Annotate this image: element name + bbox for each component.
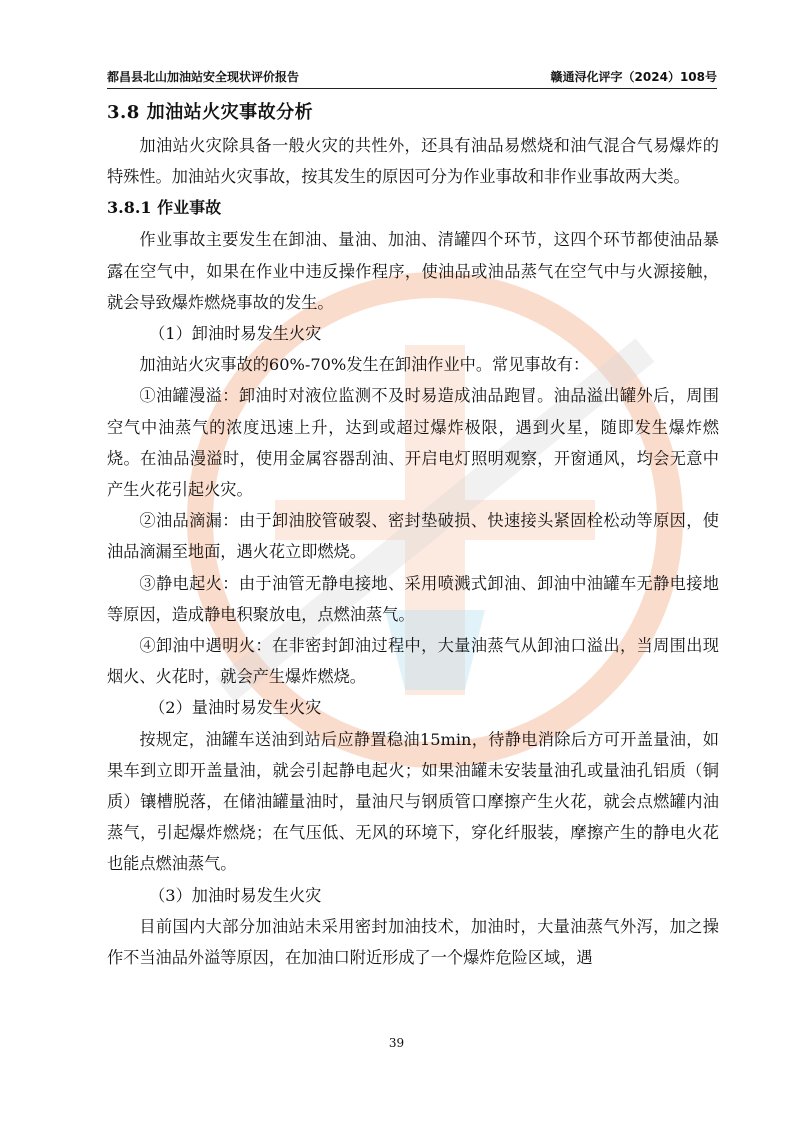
paragraph-open-flame: ④卸油中遇明火：在非密封卸油过程中，大量油蒸气从卸油口溢出，当周围出现烟火、火花时，就会产生爆炸燃烧。 bbox=[107, 636, 719, 687]
paragraph-refueling: 目前国内大部分加油站未采用密封加油技术，加油时，大量油蒸气外泻，加之操作不当油品外溢等原因，在加油口附近形成了一个爆炸危险区域，遇 bbox=[107, 916, 719, 968]
page-header bbox=[107, 68, 717, 89]
paragraph-measuring: 按规定，油罐车送油到站后应静置稳油15min，待静电消除后方可开盖量油，如果车到立即开盖量油，就会引起静电起火；如果油罐未安装量油孔或量油孔铝质（铜质）镶槽脱落，在储油罐量油时，量油尺与钢质管口摩擦产生火花，就会点燃罐内油蒸气，引起爆炸燃烧；在气压低、无风的环境下，穿化纤服装，摩擦产生的静电火花也能点燃油蒸气。 bbox=[107, 729, 719, 874]
paragraph-tank-overflow: ①油罐漫溢：卸油时对液位监测不及时易造成油品跑冒。油品溢出罐外后，周围空气中油蒸气的浓度迅速上升，达到或超过爆炸极限，遇到火星，随即发生爆炸燃烧。在油品漫溢时，使用金属容器刮油、开启电灯照明观察，开窗通风，均会无意中产生火花引起火灾。 bbox=[107, 386, 719, 500]
section-title: 3.8 加油站火灾事故分析 bbox=[107, 102, 314, 123]
subsection-title: 3.8.1 作业事故 bbox=[107, 198, 222, 218]
paragraph-unloading-statistics: 加油站火灾事故的60%-70%发生在卸油作业中。常见事故有： bbox=[139, 355, 590, 375]
section-intro-paragraph: 加油站火灾除具备一般火灾的共性外，还具有油品易燃烧和油气混合气易爆炸的特殊性。加油站火灾事故，按其发生的原因可分为作业事故和非作业事故两大类。 bbox=[107, 136, 719, 187]
header-report-number: 赣通浔化评字（2024）108号 bbox=[550, 70, 717, 84]
item-unloading-fire: （1）卸油时易发生火灾 bbox=[149, 324, 322, 344]
item-measuring-fire: （2）量油时易发生火灾 bbox=[149, 698, 322, 718]
subsection-intro-paragraph: 作业事故主要发生在卸油、量油、加油、清罐四个环节，这四个环节都使油品暴露在空气中，如果在作业中违反操作程序，使油品或油品蒸气在空气中与火源接触，就会导致爆炸燃烧事故的发生。 bbox=[107, 230, 719, 312]
header-report-title: 都昌县北山加油站安全现状评价报告 bbox=[107, 70, 300, 84]
paragraph-oil-drip: ②油品滴漏：由于卸油胶管破裂、密封垫破损、快速接头紧固栓松动等原因，使油品滴漏至地面，遇火花立即燃烧。 bbox=[107, 511, 719, 562]
paragraph-static-fire: ③静电起火：由于油管无静电接地、采用喷溅式卸油、卸油中油罐车无静电接地等原因，造成静电积聚放电，点燃油蒸气。 bbox=[107, 573, 719, 624]
page-number: 39 bbox=[388, 1036, 405, 1050]
page-body bbox=[107, 98, 719, 973]
item-refueling-fire: （3）加油时易发生火灾 bbox=[149, 885, 322, 905]
